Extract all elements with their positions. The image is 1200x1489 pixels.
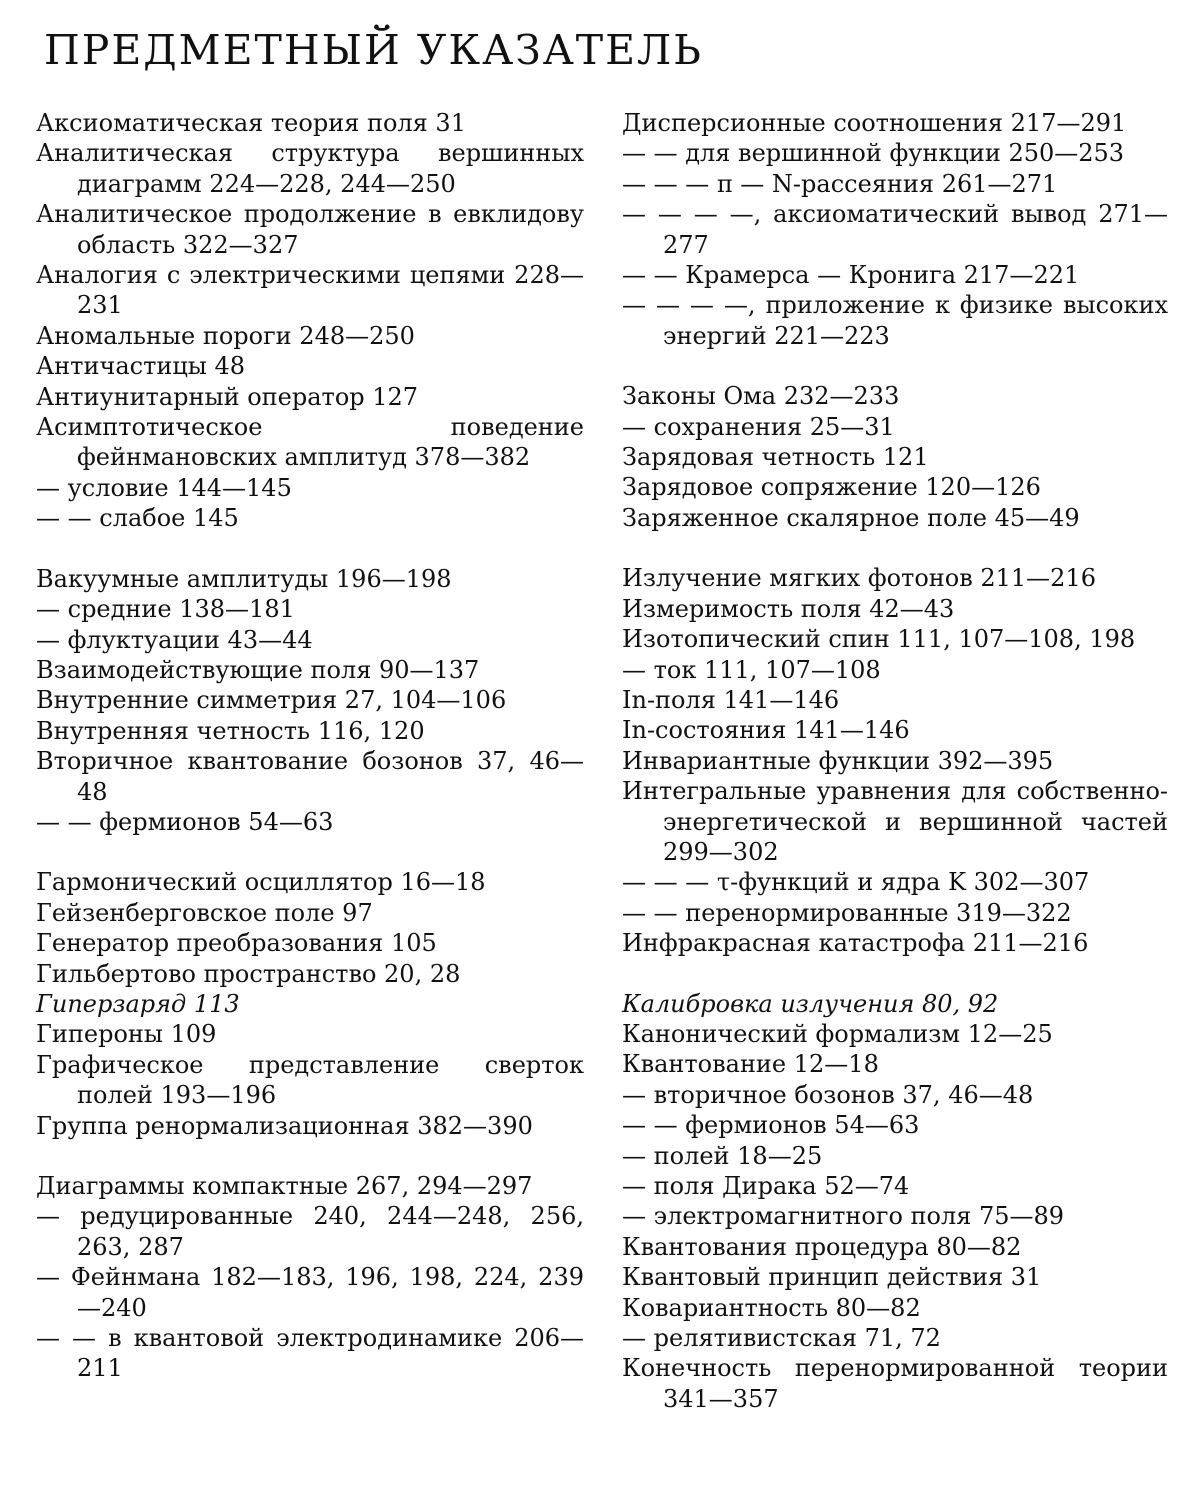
index-entry: — сохранения 25—31: [622, 412, 895, 441]
index-entry: — поля Дирака 52—74: [622, 1172, 910, 1200]
index-entry: Изотопический спин 111, 107—108, 198: [622, 625, 1136, 654]
index-entry: Генератор преобразования 105: [36, 929, 437, 958]
index-entry: Аналогия с электрическими цепями 228—231: [36, 261, 584, 320]
index-entry: Гиперзаряд 113: [36, 989, 240, 1018]
index-entry: In-поля 141—146: [622, 685, 840, 714]
index-entry: Асимптотическое поведение фейнмановских амплитуд 378—382: [36, 413, 584, 472]
index-entry: — — — —, аксиоматический вывод 271—277: [622, 200, 1168, 259]
index-entry: Графическое представление сверток полей 193—196: [36, 1050, 584, 1110]
index-group-i: [622, 563, 1168, 958]
index-entry: Аномальные пороги 248—250: [36, 321, 415, 350]
index-entry: Зарядовая четность 121: [622, 443, 929, 472]
index-entry: Вторичное квантование бозонов 37, 46—48: [36, 747, 584, 806]
index-entry: — — — π — N-рассеяния 261—271: [622, 169, 1058, 198]
index-entry: — редуцированные 240, 244—248, 256, 263, 287: [36, 1202, 584, 1261]
index-entry: Измеримость поля 42—43: [622, 594, 955, 623]
index-entry: In-состояния 141—146: [622, 716, 910, 745]
index-entry: Конечность перенормированной теории 341—357: [622, 1354, 1168, 1413]
index-entry: — вторичное бозонов 37, 46—48: [622, 1080, 1034, 1109]
index-entry: Вакуумные амплитуды 196—198: [36, 564, 452, 593]
index-entry: — полей 18—25: [622, 1141, 823, 1170]
index-entry: Квантовый принцип действия 31: [622, 1263, 1042, 1292]
index-entry: — — в квантовой электродинамике 206—211: [36, 1324, 584, 1383]
left-column: [36, 108, 584, 1414]
index-entry: Аксиоматическая теория поля 31: [36, 109, 466, 137]
index-entry: Гармонический осциллятор 16—18: [36, 868, 486, 897]
index-entry: Ковариантность 80—82: [622, 1293, 921, 1322]
index-entry: Группа ренормализационная 382—390: [36, 1111, 533, 1140]
index-entry: Зарядовое сопряжение 120—126: [622, 473, 1041, 502]
index-entry: Канонический формализм 12—25: [622, 1019, 1053, 1048]
index-entry: Античастицы 48: [36, 352, 246, 381]
index-entry: — — для вершинной функции 250—253: [622, 139, 1125, 168]
index-entry: Инвариантные функции 392—395: [622, 746, 1054, 775]
index-group-a: [36, 108, 584, 534]
index-group-v: [36, 564, 584, 838]
index-entry: — флуктуации 43—44: [36, 625, 313, 654]
index-entry: — электромагнитного поля 75—89: [622, 1202, 1065, 1231]
index-entry: Квантования процедура 80—82: [622, 1232, 1022, 1261]
index-group-d-continued: [622, 108, 1168, 351]
index-entry: — — Крамерса — Кронига 217—221: [622, 261, 1080, 290]
index-entry: — — фермионов 54—63: [622, 1111, 920, 1140]
index-entry: Заряженное скалярное поле 45—49: [622, 503, 1080, 532]
index-entry: Калибровка излучения 80, 92: [622, 989, 999, 1018]
index-entry: Внутренняя четность 116, 120: [36, 716, 425, 745]
index-entry: — средние 138—181: [36, 595, 295, 624]
index-entry: — Фейнмана 182—183, 196, 198, 224, 239—240: [36, 1263, 584, 1322]
index-entry: Гейзенберговское поле 97: [36, 898, 373, 927]
index-entry: Диаграммы компактные 267, 294—297: [36, 1172, 533, 1200]
index-entry: — — перенормированные 319—322: [622, 898, 1072, 927]
index-entry: — — фермионов 54—63: [36, 807, 334, 836]
right-column: [622, 108, 1168, 1444]
index-group-g: [36, 867, 584, 1141]
index-entry: Интегральные уравнения для собственно-энергетической и вершинной частей 299—302: [622, 777, 1168, 866]
index-entry: Внутренние симметрия 27, 104—106: [36, 686, 507, 715]
index-entry: Аналитическое продолжение в евклидову область 322—327: [36, 200, 584, 259]
page-title: ПРЕДМЕТНЫЙ УКАЗАТЕЛЬ: [44, 26, 703, 74]
index-entry: Инфракрасная катастрофа 211—216: [622, 929, 1089, 958]
index-entry: — — — τ-функций и ядра K 302—307: [622, 868, 1090, 897]
index-entry: Излучение мягких фотонов 211—216: [622, 564, 1096, 593]
index-entry: — ток 111, 107—108: [622, 655, 881, 684]
index-entry: Дисперсионные соотношения 217—291: [622, 109, 1127, 137]
index-group-d: [36, 1171, 584, 1384]
index-entry: Взаимодействующие поля 90—137: [36, 655, 480, 684]
index-entry: — релятивистская 71, 72: [622, 1324, 941, 1353]
index-entry: — — слабое 145: [36, 504, 239, 533]
index-group-k: [622, 989, 1168, 1415]
index-entry: — — — —, приложение к физике высоких энергий 221—223: [622, 291, 1168, 350]
index-entry: Аналитическая структура вершинных диаграмм 224—228, 244—250: [36, 139, 584, 198]
index-entry: Квантование 12—18: [622, 1050, 879, 1079]
index-entry: Гипероны 109: [36, 1020, 217, 1049]
index-entry: — условие 144—145: [36, 473, 292, 502]
index-entry: Антиунитарный оператор 127: [36, 382, 419, 411]
index-entry: Гильбертово пространство 20, 28: [36, 959, 461, 988]
index-entry: Законы Ома 232—233: [622, 382, 900, 411]
index-group-z: [622, 381, 1168, 533]
